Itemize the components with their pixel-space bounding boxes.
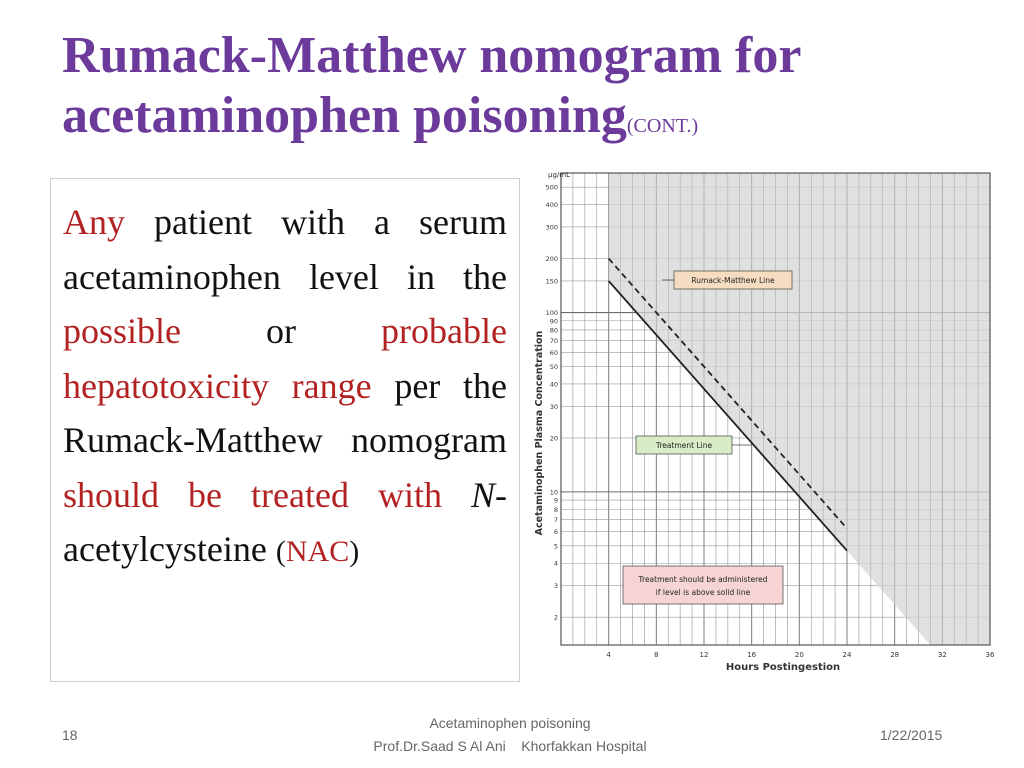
body-text-segment: per the Rumack-Matthew nomogram bbox=[63, 365, 507, 460]
y-unit-label: µg/mL bbox=[548, 171, 570, 179]
body-nac: (NAC) bbox=[275, 535, 360, 568]
x-tick-label: 12 bbox=[699, 651, 709, 659]
y-tick-labels bbox=[546, 184, 558, 622]
y-tick-label: 60 bbox=[549, 348, 558, 357]
body-text-segment: -acetylcysteine bbox=[63, 474, 507, 569]
x-tick-label: 32 bbox=[937, 651, 947, 659]
x-tick-labels bbox=[606, 651, 995, 659]
rumack-matthew-label: Rumack-Matthew Line bbox=[691, 276, 775, 285]
x-tick-label: 24 bbox=[842, 651, 852, 659]
y-tick-label: 70 bbox=[549, 336, 558, 345]
y-tick-label: 20 bbox=[549, 434, 558, 443]
y-tick-label: 300 bbox=[545, 223, 558, 232]
body-italic-n: N bbox=[470, 474, 495, 515]
x-axis-label: Hours Postingestion bbox=[725, 662, 841, 673]
y-tick-label: 90 bbox=[549, 317, 558, 326]
y-tick-label: 150 bbox=[545, 277, 558, 286]
y-tick-label: 8 bbox=[553, 505, 558, 514]
body-text-segment: patient with a serum acetaminophen level in the bbox=[63, 202, 508, 297]
nomogram-chart bbox=[528, 165, 998, 680]
body-nac-abbr: NAC bbox=[285, 535, 350, 568]
y-tick-label: 4 bbox=[553, 559, 558, 568]
treatment-note-box bbox=[623, 566, 783, 604]
treatment-note-line1: Treatment should be administered bbox=[638, 575, 768, 584]
y-tick-label: 50 bbox=[549, 363, 558, 372]
y-tick-label: 6 bbox=[553, 528, 558, 537]
y-tick-label: 3 bbox=[553, 582, 558, 591]
y-tick-label: 2 bbox=[553, 613, 558, 622]
x-tick-label: 16 bbox=[747, 651, 757, 659]
treatment-note-line2: if level is above solid line bbox=[655, 588, 751, 597]
y-axis-label: Acetaminophen Plasma Concentration bbox=[534, 330, 545, 536]
y-tick-label: 200 bbox=[545, 255, 558, 264]
body-text-segment: or bbox=[266, 311, 297, 351]
y-tick-label: 500 bbox=[545, 183, 558, 192]
y-tick-label: 100 bbox=[545, 309, 558, 318]
x-tick-label: 28 bbox=[890, 651, 900, 659]
y-tick-label: 30 bbox=[549, 402, 558, 411]
y-tick-label: 7 bbox=[553, 516, 558, 525]
y-tick-label: 9 bbox=[553, 496, 558, 505]
x-tick-label: 36 bbox=[985, 651, 995, 659]
body-highlight-possible: possible bbox=[63, 311, 182, 351]
y-tick-label: 5 bbox=[553, 542, 558, 551]
slide-title-main: Rumack-Matthew nomogram for acetaminophen poisoning bbox=[62, 27, 801, 144]
body-highlight-treated: should be treated with bbox=[63, 474, 442, 515]
y-tick-label: 80 bbox=[549, 326, 558, 335]
slide-number: 18 bbox=[62, 727, 78, 743]
slide-title-suffix: (CONT.) bbox=[626, 115, 699, 137]
y-tick-label: 400 bbox=[545, 201, 558, 210]
y-tick-label: 10 bbox=[549, 488, 558, 497]
x-tick-label: 8 bbox=[654, 651, 659, 659]
body-highlight-probable: probable hepatotoxicity range bbox=[63, 311, 507, 406]
footer-caption-line1: Acetaminophen poisoning bbox=[429, 715, 591, 731]
slide-title bbox=[62, 26, 962, 156]
footer-caption bbox=[340, 712, 680, 758]
footer-caption-line2: Prof.Dr.Saad S Al Ani Khorfakkan Hospital bbox=[373, 738, 647, 754]
body-word-any: Any bbox=[63, 202, 125, 242]
body-paragraph bbox=[63, 195, 507, 580]
footer-date: 1/22/2015 bbox=[880, 727, 943, 743]
body-text-box bbox=[50, 178, 520, 682]
x-tick-label: 20 bbox=[794, 651, 804, 659]
y-tick-label: 40 bbox=[549, 380, 558, 389]
x-tick-label: 4 bbox=[606, 651, 611, 659]
treatment-label: Treatment Line bbox=[655, 441, 713, 450]
